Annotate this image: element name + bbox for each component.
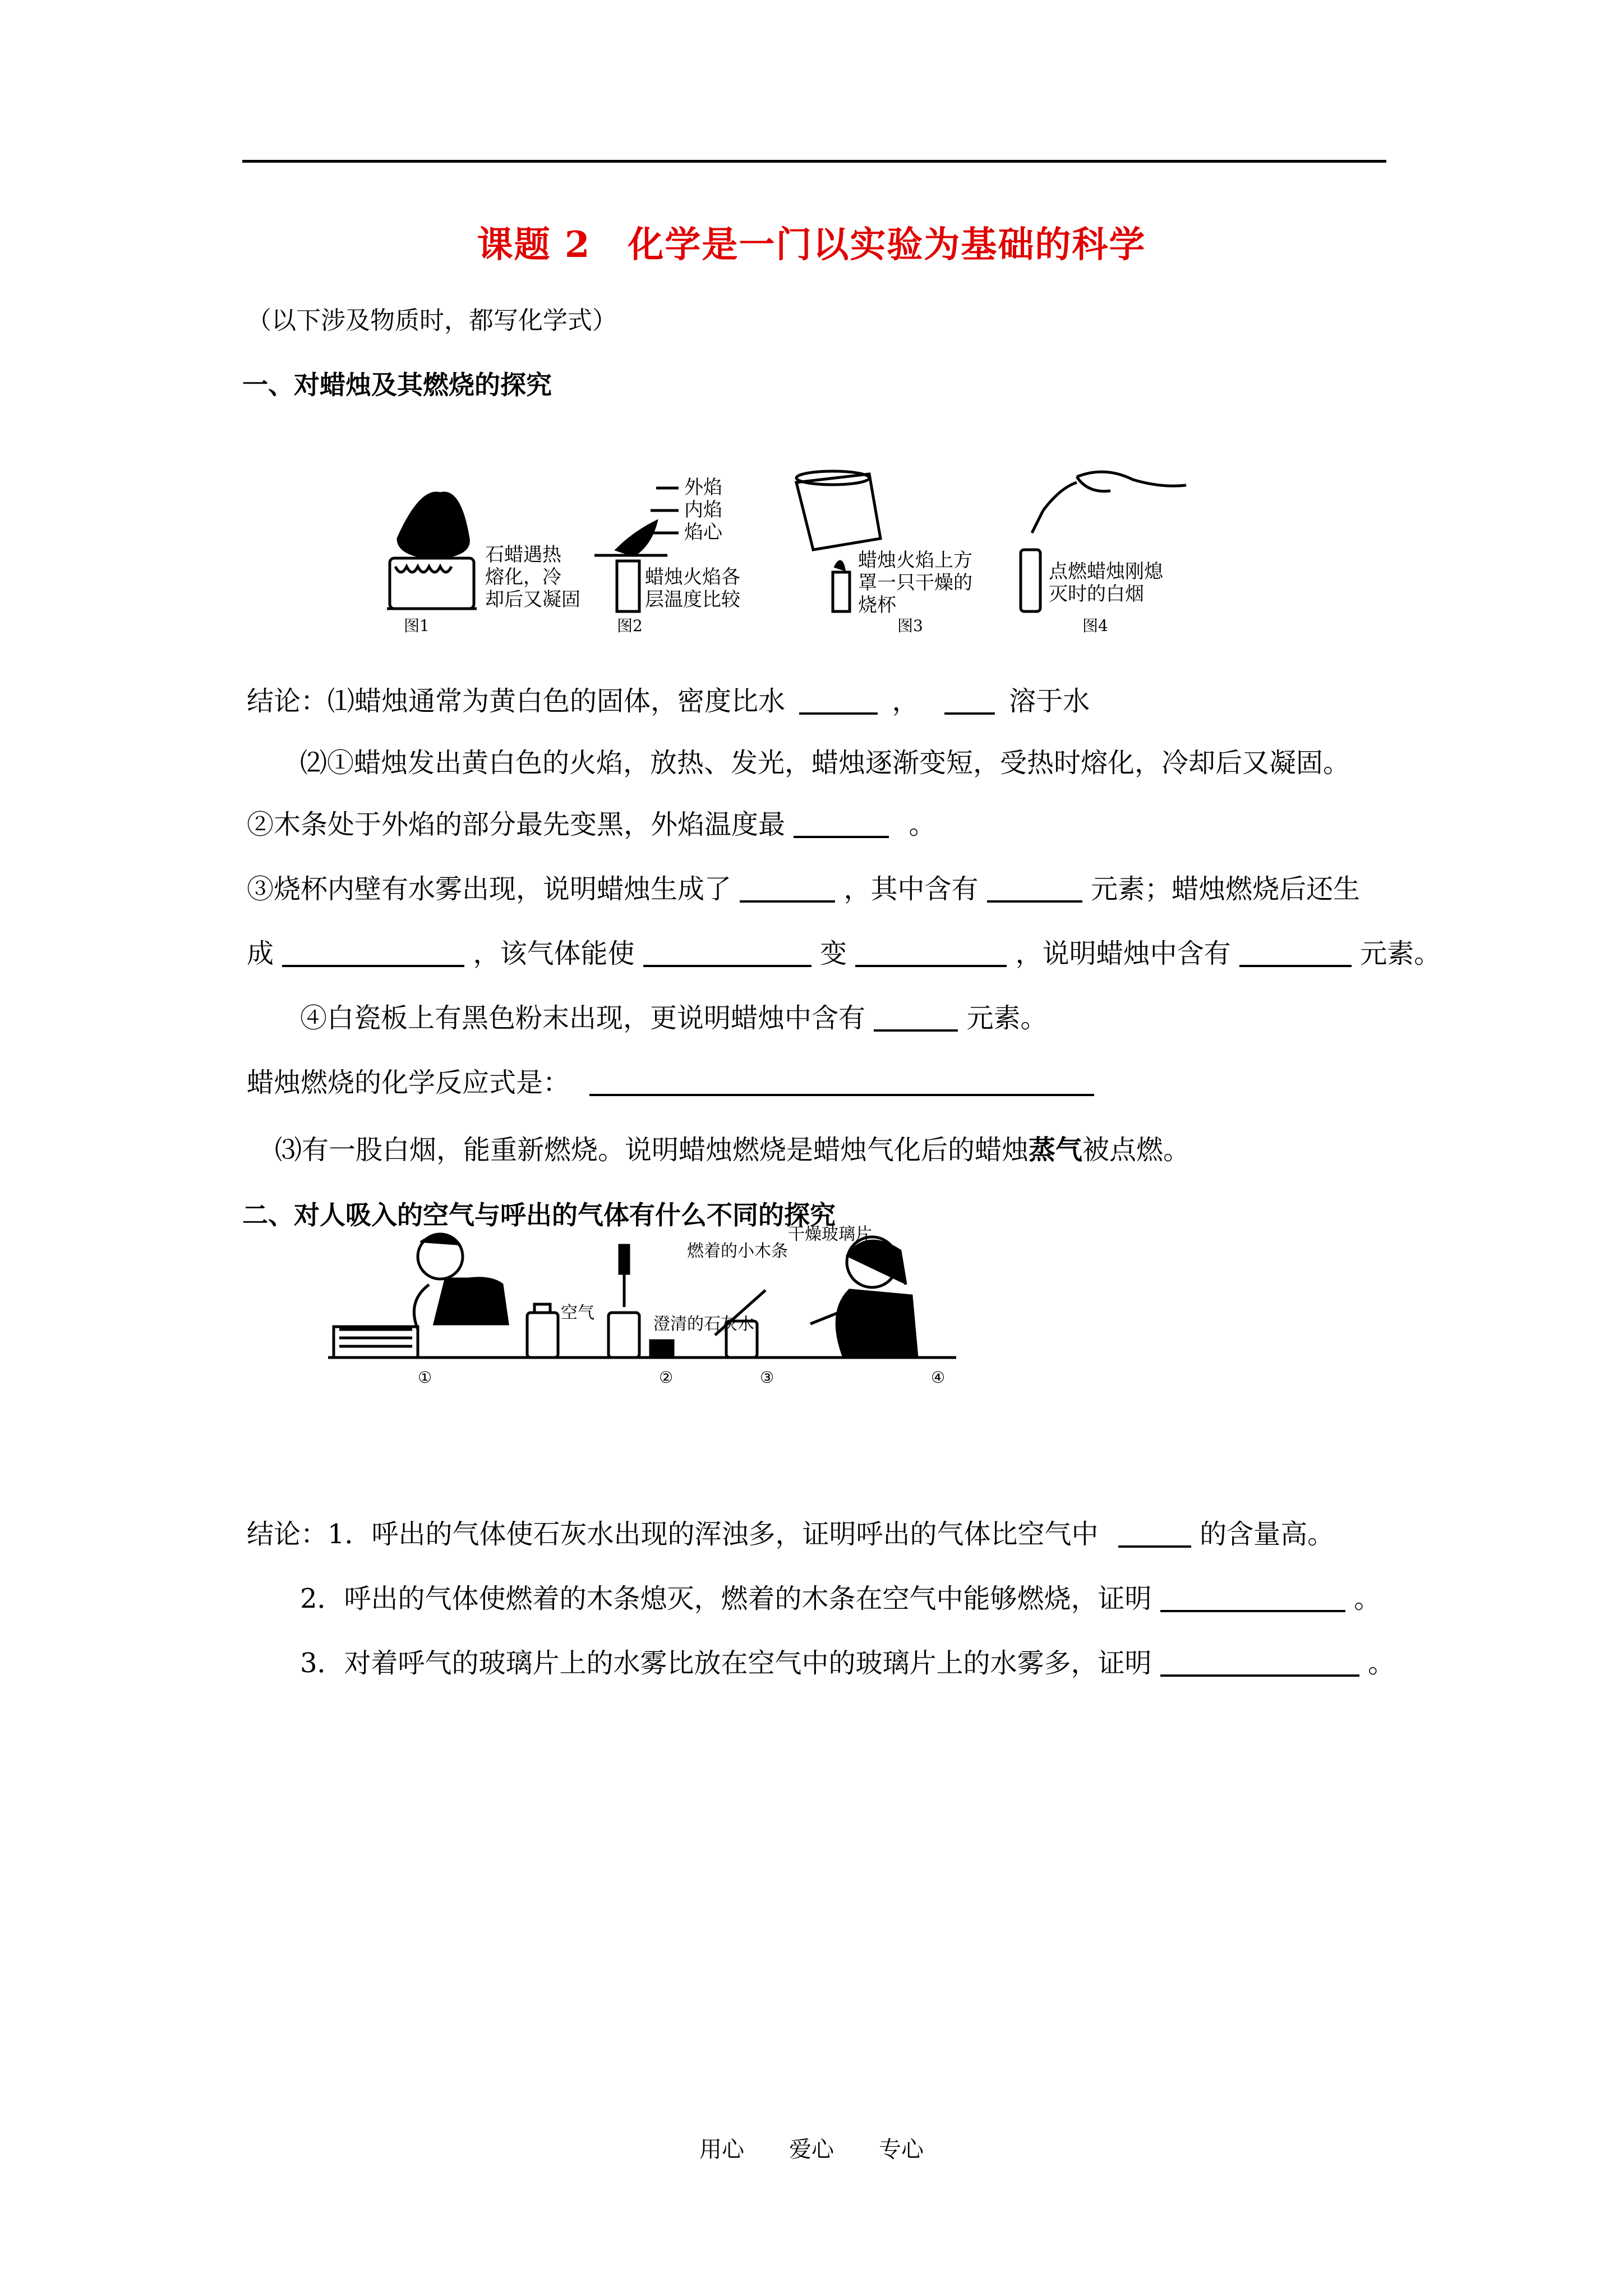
fig2-caption-1: 蜡烛火焰各 [645, 566, 740, 588]
s1-line-6: ④白瓷板上有黑色粉末出现，更说明蜡烛中含有 元素。 [300, 1002, 1048, 1034]
fig4-caption-2: 灭时的白烟 [1049, 583, 1144, 605]
label-limewater: 澄清的石灰水 [653, 1314, 754, 1334]
blank-element-2[interactable] [1239, 939, 1352, 967]
label-burning-stick: 燃着的小木条 [687, 1241, 788, 1261]
note: （以下涉及物质时，都写化学式） [247, 306, 617, 335]
s1-line-5: 成 ，该气体能使 变 ，说明蜡烛中含有 元素。 [247, 938, 1441, 969]
breath-experiments-figure [322, 1223, 1007, 1391]
blank-water-vapor-proof[interactable] [1160, 1649, 1359, 1677]
fig1-caption-3: 却后又凝固 [485, 588, 580, 611]
fig-label-2: 图2 [617, 616, 643, 634]
fig3-caption-2: 罩一只干燥的 [858, 572, 972, 594]
label-glass-plate: 干燥玻璃片 [788, 1225, 872, 1244]
fig-number-2: ② [659, 1368, 674, 1387]
blank-product-gas[interactable] [282, 939, 464, 967]
blank-element-3[interactable] [874, 1004, 958, 1032]
s1-line-4: ③烧杯内壁有水雾出现，说明蜡烛生成了 ，其中含有 元素；蜡烛燃烧后还生 [247, 873, 1361, 905]
fig1-caption-2: 熔化，冷 [485, 566, 561, 588]
s1-line-1: 结论：⑴蜡烛通常为黄白色的固体，密度比水 ， 溶于水 [247, 685, 1090, 717]
fig3-caption-1: 蜡烛火焰上方 [858, 549, 972, 572]
label-air: 空气 [561, 1303, 594, 1323]
s2-conclusion-2: 2．呼出的气体使燃着的木条熄灭，燃着的木条在空气中能够燃烧，证明 。 [300, 1583, 1381, 1614]
blank-gas-content[interactable] [1118, 1520, 1191, 1548]
blank-outer-temp[interactable] [794, 810, 889, 838]
fig-label-1: 图1 [404, 616, 430, 634]
header-rule [242, 160, 1386, 163]
flame-label-outer: 外焰 [684, 476, 722, 499]
s1-line-2: ⑵①蜡烛发出黄白色的火焰，放热、发光，蜡烛逐渐变短，受热时熔化，冷却后又凝固。 [300, 747, 1350, 779]
blank-change[interactable] [855, 939, 1007, 967]
fig-label-4: 图4 [1082, 616, 1108, 634]
blank-solubility[interactable] [944, 687, 995, 715]
flame-label-inner: 内焰 [684, 499, 722, 521]
fig2-caption-2: 层温度比较 [645, 588, 740, 611]
fig-number-4: ④ [931, 1368, 946, 1387]
blank-reaction-equation[interactable] [589, 1068, 1094, 1096]
fig3-caption-3: 烧杯 [858, 594, 896, 616]
blank-reagent[interactable] [643, 939, 811, 967]
s2-conclusion-3: 3．对着呼气的玻璃片上的水雾比放在空气中的玻璃片上的水雾多，证明 。 [300, 1648, 1395, 1679]
blank-element-1[interactable] [987, 875, 1082, 903]
fig-label-3: 图3 [897, 616, 923, 634]
s1-line-8: ⑶有一股白烟，能重新燃烧。说明蜡烛燃烧是蜡烛气化后的蜡烛蒸气被点燃。 [275, 1134, 1191, 1166]
section1-heading: 一、对蜡烛及其燃烧的探究 [242, 370, 552, 400]
page-title: 课题 2 化学是一门以实验为基础的科学 [477, 224, 1146, 266]
blank-product-water[interactable] [740, 875, 835, 903]
fig-number-3: ③ [760, 1368, 774, 1387]
blank-oxygen-proof[interactable] [1160, 1584, 1345, 1612]
flame-label-core: 焰心 [684, 521, 722, 544]
s2-conclusion-1: 结论：1．呼出的气体使石灰水出现的浑浊多，证明呼出的气体比空气中 的含量高。 [247, 1519, 1335, 1550]
fig1-caption-1: 石蜡遇热 [485, 544, 561, 566]
fig-number-1: ① [418, 1368, 432, 1387]
s1-line-7: 蜡烛燃烧的化学反应式是： [247, 1066, 1094, 1099]
s1-line-3: ②木条处于外焰的部分最先变黑，外焰温度最 。 [247, 809, 936, 840]
fig4-caption-1: 点燃蜡烛刚熄 [1049, 560, 1163, 583]
candle-experiments-figure [387, 466, 1189, 634]
section2-heading: 二、对人吸入的空气与呼出的气体有什么不同的探究 [242, 1200, 836, 1230]
page-footer: 用心 爱心 专心 [699, 2137, 924, 2162]
blank-density[interactable] [799, 687, 878, 715]
